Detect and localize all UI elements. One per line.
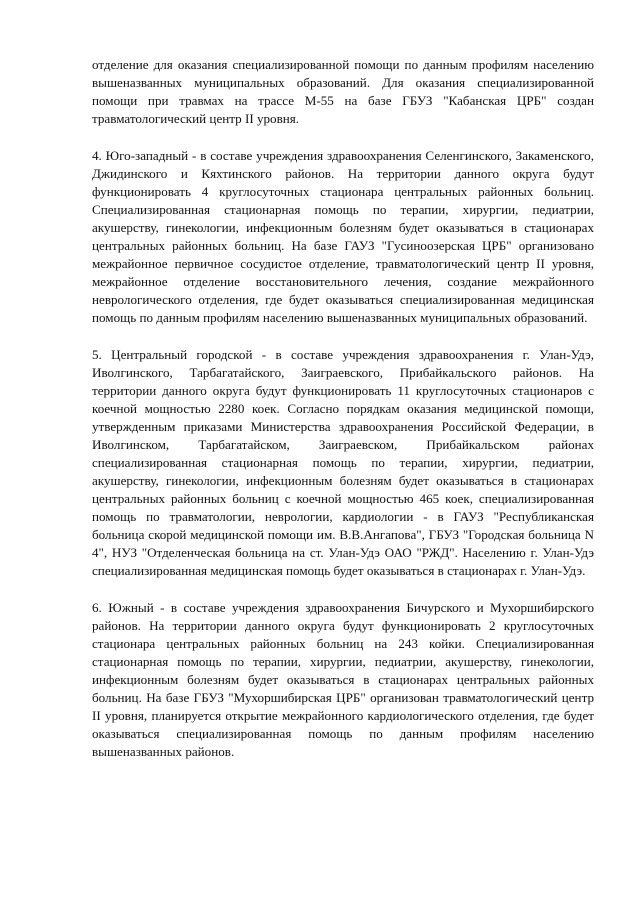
paragraph-district-4-southwest: 4. Юго-западный - в составе учреждения здравоохранения Селенгинского, Закаменского, Джидинского и Кяхтинского районов. На территории данного округа будут функционировать 4 круглосуточных стационара центральных районных больниц. Специализированная стационарная помощь по терапии, хирургии, педиатрии, акушерству, гинекологии, инфекционным болезням будет оказываться в стационарах центральных районных больниц. На базе ГАУЗ "Гусиноозерская ЦРБ" организовано межрайонное первичное сосудистое отделение, травматологический центр II уровня, межрайонное отделение восстановительного лечения, создание межрайонного неврологического отделения, где будет оказываться специализированная медицинская помощь по данным профилям населению вышеназванных муниципальных образований. <box>92 148 594 325</box>
paragraph-district-6-south: 6. Южный - в составе учреждения здравоохранения Бичурского и Мухоршибирского районов. На территории данного округа будут функционировать 2 круглосуточных стационара центральных районных больниц на 243 койки. Специализированная стационарная помощь по терапии, хирургии, педиатрии, акушерству, гинекологии, инфекционным болезням будет оказываться в стационарах центральных районных больниц. На базе ГБУЗ "Мухоршибирская ЦРБ" организован травматологический центр II уровня, планируется открытие межрайонного кардиологического отделения, где будет оказываться специализированная помощь по данным профилям населению вышеназванных районов. <box>92 600 594 759</box>
paragraph-district-5-central-city: 5. Центральный городской - в составе учреждения здравоохранения г. Улан-Удэ, Иволгинского, Тарбагатайского, Заиграевского, Прибайкальского районов. На территории данного округа будут функционировать 11 круглосуточных стационаров с коечной мощностью 2280 коек. Согласно порядкам оказания медицинской помощи, утвержденным приказами Министерства здравоохранения Российской Федерации, в Иволгинском, Тарбагатайском, Заиграевском, Прибайкальском районах специализированная стационарная помощь по терапии, хирургии, педиатрии, акушерству, гинекологии, инфекционным болезням будет оказываться в стационарах центральных районных больниц с коечной мощностью 465 коек, специализированная помощь по травматологии, неврологии, кардиологии - в ГАУЗ "Республиканская больница скорой медицинской помощи им. В.В.Ангапова", ГБУЗ "Городская больница N 4", НУЗ "Отделенческая больница на ст. Улан-Удэ ОАО "РЖД". Населению г. Улан-Удэ специализированная медицинская помощь будет оказываться в стационарах г. Улан-Удэ. <box>92 347 594 578</box>
document-body <box>92 56 594 780</box>
paragraph-continuation: отделение для оказания специализированной помощи по данным профилям населению вышеназванных муниципальных образований. Для оказания специализированной помощи при травмах на трассе М-55 на базе ГБУЗ "Кабанская ЦРБ" создан травматологический центр II уровня. <box>92 57 594 126</box>
